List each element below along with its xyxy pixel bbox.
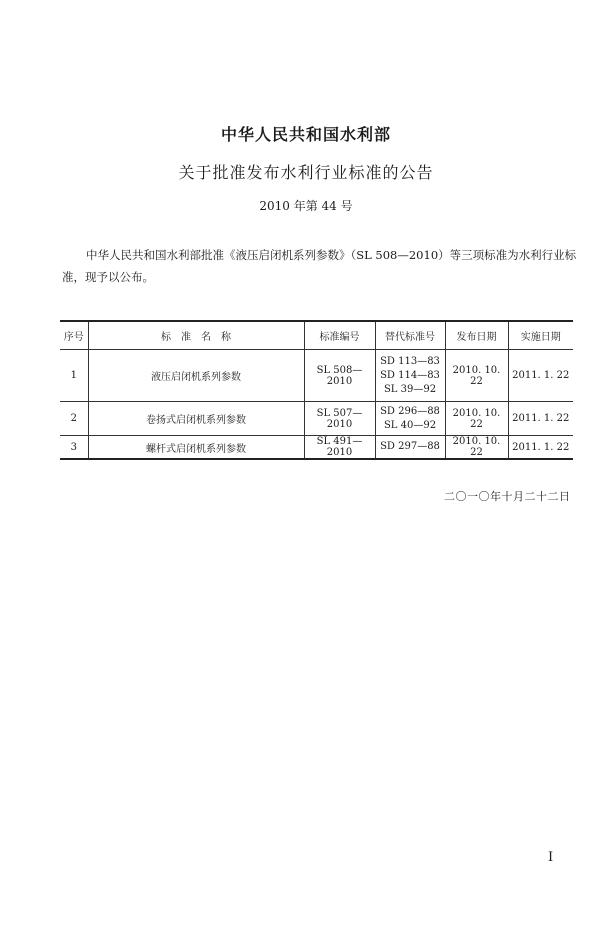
issue-date: 2010. 10. 22 — [445, 436, 508, 460]
column-header-replaces: 替代标准号 — [375, 321, 445, 350]
row-number: 2 — [60, 402, 88, 436]
standard-name: 螺杆式启闭机系列参数 — [88, 436, 304, 460]
announcement-date: 二〇一〇年十月二十二日 — [444, 490, 571, 503]
effective-date: 2011. 1. 22 — [508, 436, 573, 460]
replaced-standard: SD 113—83 — [380, 355, 440, 367]
row-number: 1 — [60, 350, 88, 402]
column-header-code: 标准编号 — [304, 321, 375, 350]
table-row — [60, 436, 573, 460]
column-header-effective-date: 实施日期 — [508, 321, 573, 350]
table-row — [60, 402, 573, 436]
replaced-standards — [375, 436, 445, 460]
page-number: I — [548, 850, 554, 865]
effective-date: 2011. 1. 22 — [508, 350, 573, 402]
column-header-issue-date: 发布日期 — [445, 321, 508, 350]
replaced-standard: SD 297—88 — [380, 441, 440, 452]
announcement-number: 2010 年第 44 号 — [259, 199, 353, 213]
issue-date: 2010. 10. 22 — [445, 402, 508, 436]
standard-code: SL 507—2010 — [304, 402, 375, 436]
column-header-name: 标 准 名 称 — [88, 321, 304, 350]
issuing-organization: 中华人民共和国水利部 — [220, 125, 391, 144]
table-row — [60, 350, 573, 402]
announcement-title: 关于批准发布水利行业标准的公告 — [178, 163, 434, 182]
standard-name: 卷扬式启闭机系列参数 — [88, 402, 304, 436]
standard-code: SL 491—2010 — [304, 436, 375, 460]
effective-date: 2011. 1. 22 — [508, 402, 573, 436]
standards-table — [60, 320, 573, 460]
replaced-standard: SL 39—92 — [383, 383, 437, 395]
standard-name: 液压启闭机系列参数 — [88, 350, 304, 402]
replaced-standard: SD 296—88 — [380, 405, 440, 417]
issue-date: 2010. 10. 22 — [445, 350, 508, 402]
replaced-standard: SD 114—83 — [380, 369, 440, 381]
column-header-no: 序号 — [60, 321, 88, 350]
replaced-standard: SL 40—92 — [383, 419, 437, 431]
row-number: 3 — [60, 436, 88, 460]
table-header-row — [60, 321, 573, 350]
replaced-standards — [375, 402, 445, 436]
standard-code: SL 508—2010 — [304, 350, 375, 402]
replaced-standards — [375, 350, 445, 402]
announcement-body: 中华人民共和国水利部批准《液压启闭机系列参数》（SL 508—2010）等三项标准为水利行业标准，现予以公布。 — [62, 248, 577, 284]
